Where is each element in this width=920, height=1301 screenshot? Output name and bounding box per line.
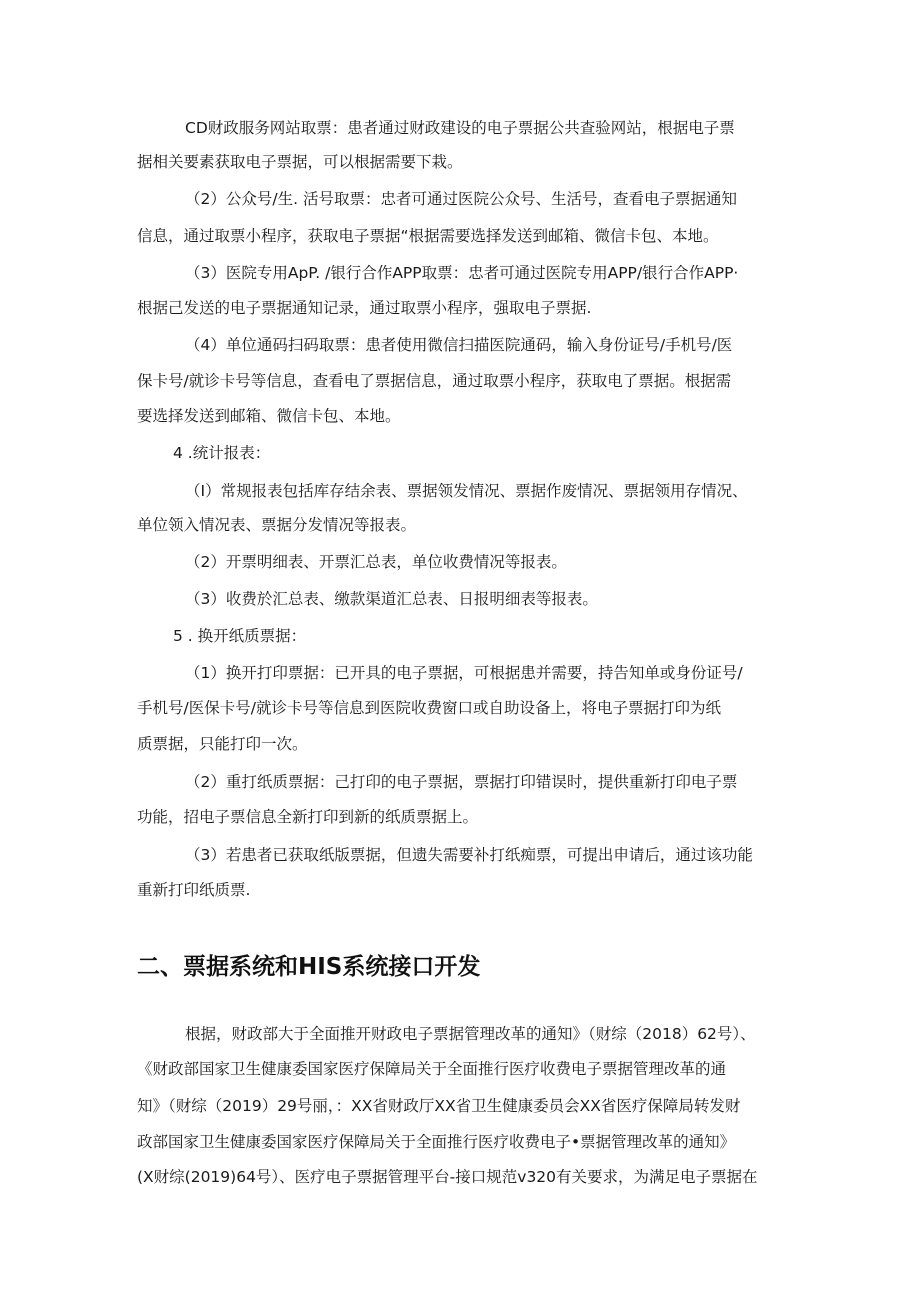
paragraph-line: 质票据，只能打印一次。 [137,735,308,753]
section-title: 二、票据系统和HIS系统接口开发 [137,954,481,980]
paragraph-line: （4）单位通码扫码取票：患者使用微信扫描医院通码，输入身份证号/手机号/医 [185,336,733,354]
paragraph-line: 根据，财政部大于全面推开财政电子票据管理改革的通知》（财综（2018）62号）、 [185,1025,756,1043]
paragraph-line: （I）常规报表包括库存结余表、票据领发情况、票据作废情况、票据领用存情况、 [185,482,748,500]
paragraph-line: （3）若患者已获取纸版票据，但遗失需要补打纸痴票，可提出申请后，通过该功能 [185,846,753,864]
paragraph-line: 手机号/医保卡号/就诊卡号等信息到医院收费窗口或自助设备上，将电子票据打印为纸 [137,699,721,717]
paragraph-line: 重新打印纸质票. [137,881,251,899]
paragraph-line: 功能，招电子票信息全新打印到新的纸质票据上。 [137,808,479,826]
paragraph-line: 信息，通过取票小程序，获取电子票据“根据需要选择发送到邮箱、微信卡包、本地。 [137,227,719,245]
paragraph-line: 知》（财综（2019）29号丽，：XX省财政厅XX省卫生健康委员会XX省医疗保障局转发财 [137,1097,741,1115]
paragraph-line: 据相关要素获取电子票据，可以根据需要下栽。 [137,153,463,171]
section-heading-line: 5 . 换开纸质票据： [173,627,307,645]
paragraph-line: （3）收费於汇总表、缴款渠道汇总表、日报明细表等报表。 [185,590,598,608]
paragraph-line: 根据己发送的电子票据通知记录，通过取票小程序，强取电子票据. [137,299,592,317]
paragraph-line: （3）医院专用ApP. /银行合作APP取票：忠者可通过医院专用APP/银行合作APP· [185,264,739,282]
paragraph-line: 要选择发送到邮箱、微信卡包、本地。 [137,407,401,425]
paragraph-line: 保卡号/就诊卡号等信息，查看电了票据信息，通过取票小程序，获取电了票据。根据需 [137,372,732,390]
paragraph-line: 政部国家卫生健康委国家医疗保障局关于全面推行医疗收费电子•票据管理改革的通知》 [137,1133,736,1151]
section-heading-line: 4 .统计报表： [173,444,271,462]
paragraph-line: 《财政部国家卫生健康委国家医疗保障局关于全面推行医疗收费电子票据管理改革的通 [137,1060,727,1078]
paragraph-line: （2）重打纸质票据：己打印的电子票据，票据打印错误时，提供重新打印电子票 [185,773,738,791]
paragraph-line: CD财政服务网站取票：患者通过财政建设的电子票据公共查验网站，根据电子票 [185,119,735,137]
paragraph-line: （2）开票明细表、开票汇总表，单位收费情况等报表。 [185,553,567,571]
paragraph-line: （2）公众号/生. 活号取票：忠者可通过医院公众号、生活号，查看电子票据通知 [185,190,737,208]
paragraph-line: (X财综(2019)64号）、医疗电子票据管理平台-接口规范v320有关要求，为满足电子票据在 [137,1168,758,1186]
paragraph-line: 单位领入情况表、票据分发情况等报表。 [137,516,417,534]
paragraph-line: （1）换开打印票据：已开具的电子票据，可根据患并需要，持告知单或身份证号/ [185,664,743,682]
